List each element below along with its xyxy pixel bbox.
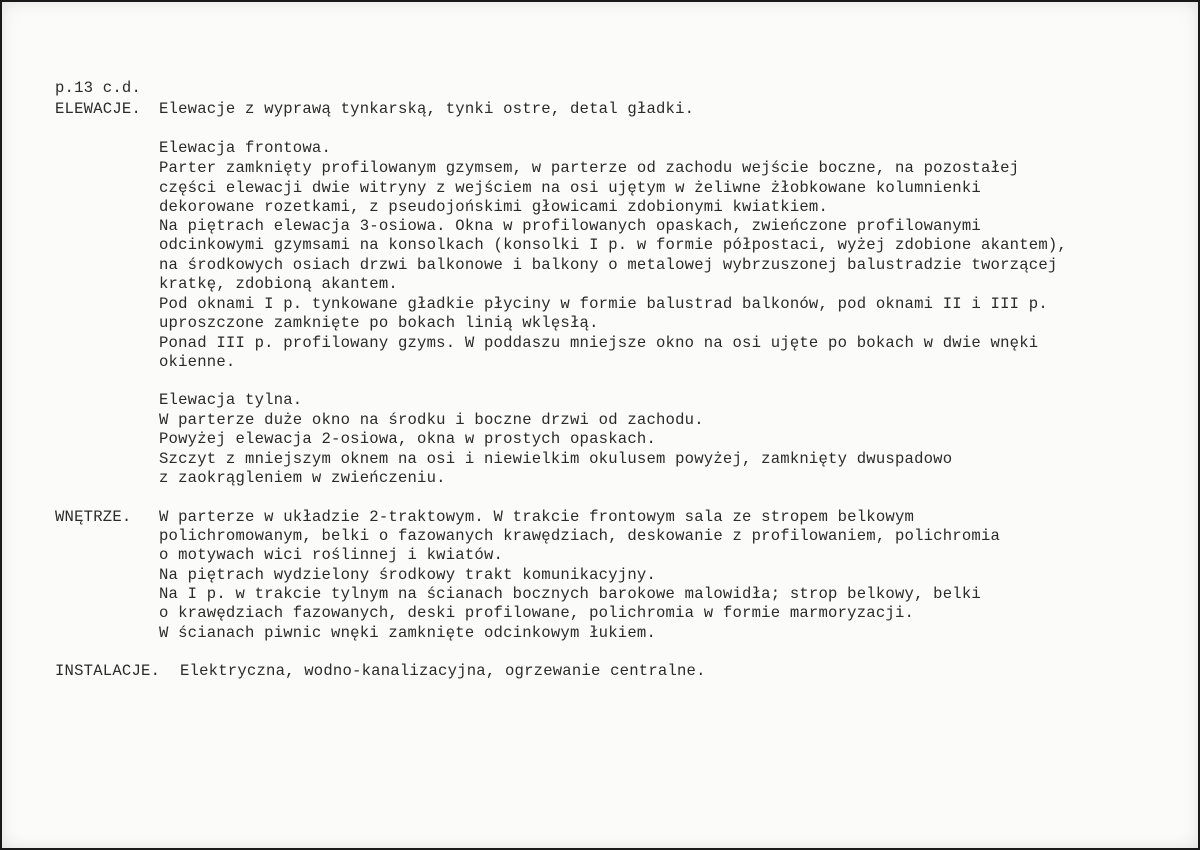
paragraph-line: Ponad III p. profilowany gzyms. W poddaszu mniejsze okno na osi ujęte po bokach w dwie wnęki bbox=[159, 334, 1039, 352]
page-reference: p.13 c.d. bbox=[55, 79, 142, 97]
paragraph-line: W parterze duże okno na środku i boczne drzwi od zachodu. bbox=[159, 411, 704, 429]
paragraph-line: Pod oknami I p. tynkowane gładkie płyciny w formie balustrad balkonów, pod oknami II i III p. bbox=[159, 295, 1048, 313]
paragraph-line: kratkę, zdobioną akantem. bbox=[159, 275, 398, 293]
paragraph-line: okienne. bbox=[159, 353, 236, 371]
instalacje-text: Elektryczna, wodno-kanalizacyjna, ogrzewanie centralne. bbox=[180, 662, 706, 680]
paragraph-line: W parterze w układzie 2-traktowym. W trakcie frontowym sala ze stropem belkowym bbox=[159, 508, 915, 526]
elewacje-intro: Elewacje z wyprawą tynkarską, tynki ostre, detal gładki. bbox=[159, 100, 695, 118]
paragraph-line: na środkowych osiach drzwi balkonowe i balkony o metalowej wybrzuszonej balustradzie tworzącej bbox=[159, 256, 1058, 274]
subsection-title-frontowa: Elewacja frontowa. bbox=[159, 139, 332, 157]
paragraph-line: Szczyt z mniejszym oknem na osi i niewielkim okulusem powyżej, zamknięty dwuspadowo bbox=[159, 450, 953, 468]
paragraph-line: Na piętrach wydzielony środkowy trakt komunikacyjny. bbox=[159, 566, 657, 584]
paragraph-line: o krawędziach fazowanych, deski profilowane, polichromia w formie marmoryzacji. bbox=[159, 604, 915, 622]
paragraph-line: Na piętrach elewacja 3-osiowa. Okna w profilowanych opaskach, zwieńczone profilowanymi bbox=[159, 217, 981, 235]
section-label-wnetrze: WNĘTRZE. bbox=[55, 508, 132, 526]
paragraph-line: uproszczone zamknięte po bokach linią wklęsłą. bbox=[159, 314, 599, 332]
paragraph-line: odcinkowymi gzymsami na konsolkach (konsolki I p. w formie półpostaci, wyżej zdobione akantem), bbox=[159, 236, 1067, 254]
paragraph-line: z zaokrągleniem w zwieńczeniu. bbox=[159, 469, 446, 487]
subsection-title-tylna: Elewacja tylna. bbox=[159, 391, 303, 409]
paragraph-line: części elewacji dwie witryny z wejściem na osi ujętym w żeliwne żłobkowane kolumnienki bbox=[159, 179, 981, 197]
section-label-elewacje: ELEWACJE. bbox=[55, 100, 142, 118]
paragraph-line: dekorowane rozetkami, z pseudojońskimi głowicami zdobionymi kwiatkiem. bbox=[159, 198, 829, 216]
paragraph-line: polichromowanym, belki o fazowanych krawędziach, deskowanie z profilowaniem, polichromia bbox=[159, 527, 1001, 545]
paragraph-line: Parter zamknięty profilowanym gzymsem, w parterze od zachodu wejście boczne, na pozostałej bbox=[159, 159, 1020, 177]
paragraph-line: o motywach wici roślinnej i kwiatów. bbox=[159, 546, 504, 564]
paragraph-line: Na I p. w trakcie tylnym na ścianach bocznych barokowe malowidła; strop belkowy, belki bbox=[159, 585, 981, 603]
section-label-instalacje: INSTALACJE. bbox=[55, 662, 161, 680]
paragraph-line: W ścianach piwnic wnęki zamknięte odcinkowym łukiem. bbox=[159, 624, 657, 642]
paragraph-line: Powyżej elewacja 2-osiowa, okna w prostych opaskach. bbox=[159, 430, 657, 448]
